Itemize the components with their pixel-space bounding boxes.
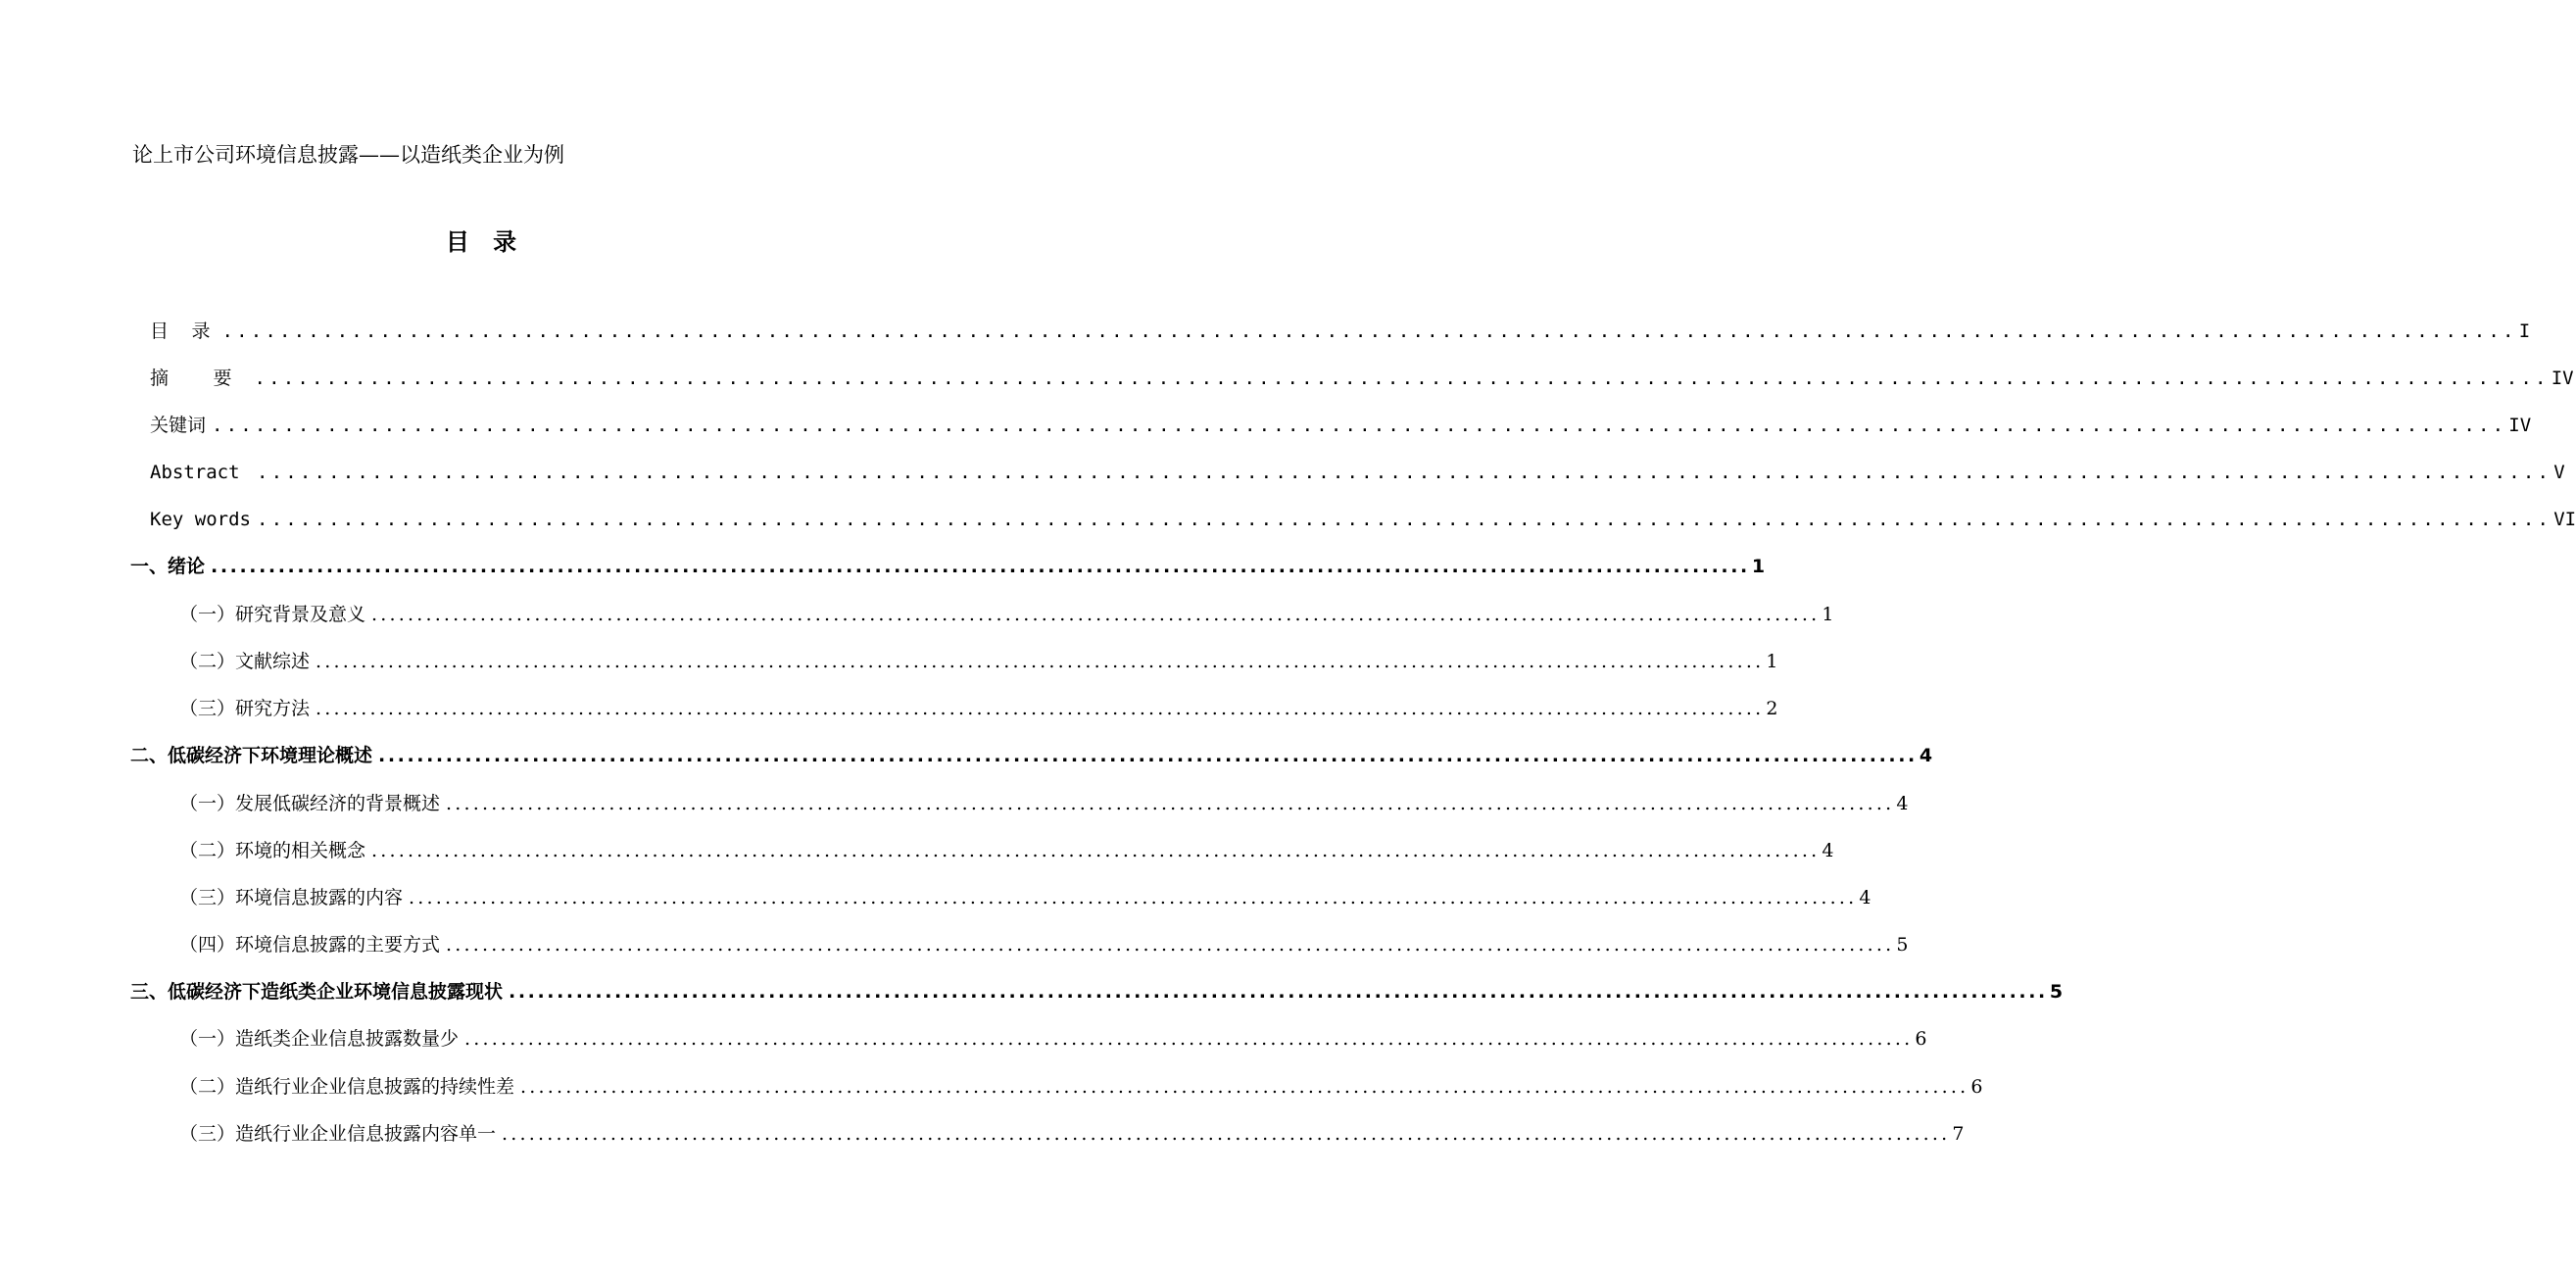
toc-subsection-page: 7 <box>1952 1123 1965 1145</box>
toc-subsection-label: （一）发展低碳经济的背景概述 <box>179 793 441 814</box>
toc-subsection-label: （三）环境信息披露的内容 <box>179 887 404 908</box>
toc-heading: 目 录 <box>445 228 525 256</box>
toc-entry-label: 摘 要 <box>150 368 249 389</box>
toc-entry-label: Abstract <box>150 462 251 483</box>
toc-subsection-1-2[interactable] <box>179 647 1778 676</box>
toc-section-label: 二、低碳经济下环境理论概述 <box>130 745 373 766</box>
toc-leader-dots: ................................................................................................................................................................ <box>371 840 1821 861</box>
toc-entry-page: IV <box>2508 415 2532 436</box>
toc-leader-dots: ................................................................................................................................................................ <box>254 368 2550 389</box>
toc-leader-dots: ................................................................................................................................................................ <box>256 509 2552 530</box>
toc-leader-dots: ................................................................................................................................................................ <box>464 1028 1914 1050</box>
toc-leader-dots: ................................................................................................................................................................ <box>446 934 1895 956</box>
toc-subsection-2-4[interactable] <box>179 930 1909 959</box>
toc-subsection-label: （一）造纸类企业信息披露数量少 <box>179 1028 460 1050</box>
toc-section-page: 5 <box>2049 981 2064 1003</box>
toc-subsection-label: （二）文献综述 <box>179 651 311 672</box>
toc-subsection-2-1[interactable] <box>179 789 1909 818</box>
toc-subsection-page: 1 <box>1766 651 1778 672</box>
toc-section-3[interactable] <box>130 977 2064 1006</box>
toc-leader-dots: ................................................................................................................................................................ <box>409 887 1858 908</box>
toc-subsection-page: 4 <box>1896 793 1909 814</box>
toc-subsection-3-2[interactable] <box>179 1072 1983 1102</box>
toc-subsection-page: 2 <box>1766 698 1778 719</box>
toc-section-page: 4 <box>1919 745 1933 766</box>
toc-subsection-label: （三）造纸行业企业信息披露内容单一 <box>179 1123 497 1145</box>
toc-section-page: 1 <box>1751 556 1766 577</box>
toc-leader-dots: ................................................................................................................................................................ <box>446 793 1895 814</box>
toc-entry-keywords-cn[interactable] <box>150 411 2532 440</box>
toc-entry-abstract-en[interactable] <box>150 458 2565 487</box>
toc-subsection-label: （三）研究方法 <box>179 698 311 719</box>
toc-leader-dots: ................................................................................................................................................................ <box>256 462 2552 483</box>
toc-subsection-1-1[interactable] <box>179 600 1834 629</box>
toc-entry-page: IV <box>2551 368 2574 389</box>
toc-subsection-2-3[interactable] <box>179 883 1871 912</box>
toc-entry-keywords-en[interactable] <box>150 505 2576 534</box>
toc-subsection-label: （二）环境的相关概念 <box>179 840 366 861</box>
toc-leader-dots: ................................................................................................................................................................ <box>520 1076 1969 1098</box>
toc-subsection-label: （四）环境信息披露的主要方式 <box>179 934 441 956</box>
toc-entry-page: VI <box>2553 509 2576 530</box>
toc-entry-label: 目 录 <box>150 320 217 342</box>
toc-leader-dots: ................................................................................................................................................................ <box>378 745 1918 766</box>
toc-entry-contents[interactable] <box>150 317 2531 346</box>
toc-subsection-label: （二）造纸行业企业信息披露的持续性差 <box>179 1076 515 1098</box>
toc-leader-dots: ................................................................................................................................................................ <box>316 651 1765 672</box>
toc-entry-label: 关键词 <box>150 415 207 436</box>
toc-leader-dots: ................................................................................................................................................................ <box>509 981 2048 1003</box>
toc-entry-page: V <box>2553 462 2565 483</box>
toc-subsection-3-3[interactable] <box>179 1119 1965 1149</box>
toc-leader-dots: ................................................................................................................................................................ <box>211 556 1750 577</box>
toc-subsection-page: 4 <box>1859 887 1871 908</box>
toc-subsection-page: 5 <box>1896 934 1909 956</box>
toc-subsection-2-2[interactable] <box>179 836 1834 865</box>
toc-section-label: 三、低碳经济下造纸类企业环境信息披露现状 <box>130 981 504 1003</box>
toc-leader-dots: ................................................................................................................................................................ <box>221 320 2517 342</box>
toc-leader-dots: ................................................................................................................................................................ <box>371 604 1821 625</box>
toc-subsection-page: 4 <box>1822 840 1834 861</box>
toc-subsection-1-3[interactable] <box>179 694 1778 723</box>
document-title: 论上市公司环境信息披露——以造纸类企业为例 <box>132 143 564 167</box>
toc-section-label: 一、绪论 <box>130 556 206 577</box>
toc-section-2[interactable] <box>130 741 1933 770</box>
toc-entry-page: I <box>2518 320 2531 342</box>
toc-subsection-3-1[interactable] <box>179 1024 1927 1054</box>
toc-leader-dots: ................................................................................................................................................................ <box>316 698 1765 719</box>
toc-leader-dots: ................................................................................................................................................................ <box>502 1123 1951 1145</box>
toc-subsection-label: （一）研究背景及意义 <box>179 604 366 625</box>
toc-entry-abstract-cn[interactable] <box>150 364 2574 393</box>
toc-section-1[interactable] <box>130 552 1766 581</box>
toc-leader-dots: ................................................................................................................................................................ <box>212 415 2507 436</box>
toc-subsection-page: 6 <box>1970 1076 1983 1098</box>
toc-entry-label: Key words <box>150 509 251 530</box>
toc-subsection-page: 6 <box>1915 1028 1927 1050</box>
toc-subsection-page: 1 <box>1822 604 1834 625</box>
